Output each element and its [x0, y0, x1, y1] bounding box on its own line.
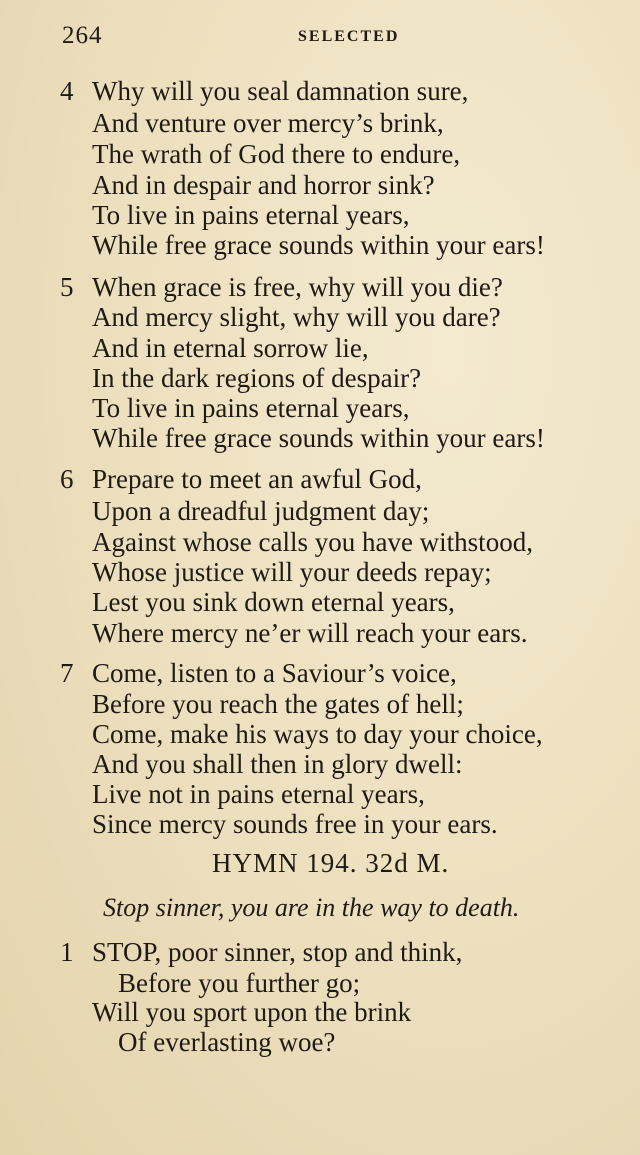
verse-line: Since mercy sounds free in your ears. [92, 809, 498, 839]
verse-line: Come, listen to a Saviour’s voice, [92, 658, 457, 688]
running-head: SELECTED [298, 28, 400, 45]
stanza-number: 6 [60, 464, 74, 494]
verse-line: And mercy slight, why will you dare? [92, 302, 501, 332]
verse-line: While free grace sounds within your ears! [92, 423, 545, 453]
page-header [62, 22, 422, 52]
hymn-subtitle: Stop sinner, you are in the way to death. [103, 893, 520, 922]
verse-line: Will you sport upon the brink [92, 997, 412, 1027]
verse-line: Against whose calls you have withstood, [92, 527, 533, 557]
stanza-number: 5 [60, 272, 74, 302]
hymn-title: HYMN 194. 32d M. [212, 848, 450, 878]
verse-line: Before you reach the gates of hell; [92, 689, 464, 719]
verse-line: Where mercy ne’er will reach your ears. [92, 618, 528, 648]
verse-line: To live in pains eternal years, [92, 200, 410, 230]
verse-line: And in eternal sorrow lie, [92, 333, 369, 363]
verse-line: The wrath of God there to endure, [92, 139, 461, 169]
verse-line: Live not in pains eternal years, [92, 779, 425, 809]
verse-line: Come, make his ways to day your choice, [92, 719, 543, 749]
verse-line: Whose justice will your deeds repay; [92, 557, 492, 587]
verse-line: Lest you sink down eternal years, [92, 587, 455, 617]
verse-line: And in despair and horror sink? [92, 170, 435, 200]
stanza-number: 4 [60, 76, 74, 106]
verse-line: And venture over mercy’s brink, [92, 108, 444, 138]
verse-line: Upon a dreadful judgment day; [92, 496, 430, 526]
verse-line: STOP, poor sinner, stop and think, [92, 937, 463, 967]
stanza-number: 1 [60, 937, 74, 967]
verse-line: When grace is free, why will you die? [92, 272, 503, 302]
verse-line: While free grace sounds within your ears! [92, 230, 545, 260]
verse-line: Why will you seal damnation sure, [92, 76, 469, 106]
verse-line: To live in pains eternal years, [92, 393, 410, 423]
verse-line: Of everlasting woe? [118, 1027, 336, 1057]
verse-line: In the dark regions of despair? [92, 363, 422, 393]
verse-line: And you shall then in glory dwell: [92, 749, 463, 779]
stanza-number: 7 [60, 658, 74, 688]
verse-line: Prepare to meet an awful God, [92, 464, 422, 494]
verse-line: Before you further go; [118, 968, 361, 998]
page-number: 264 [62, 22, 103, 49]
